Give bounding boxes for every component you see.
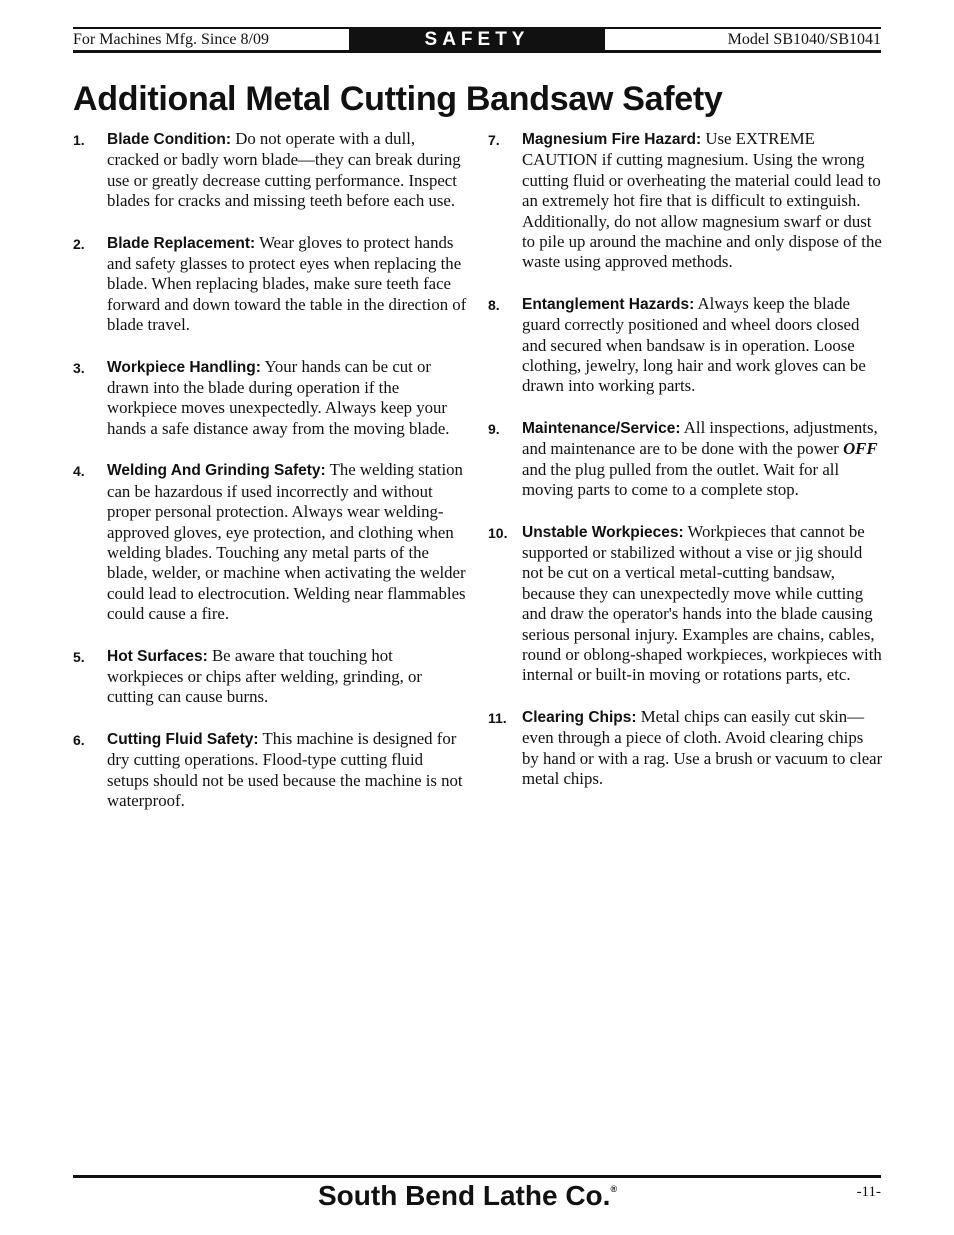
left-column bbox=[73, 129, 468, 832]
item-text: Workpieces that cannot be supported or stabilized without a vise or jig should not be cut on a vertical metal-cutting bandsaw, because they can unexpectedly move while cutting and draw the operator's hands into the blade causing serious personal injury. Examples are chains, cables, round or oblong-shaped workpieces, workpieces with internal or built-in moving or rotations parts, etc. bbox=[522, 521, 882, 685]
item-text: Be aware that touching hot workpieces or chips after welding, grinding, or cutting can cause burns. bbox=[107, 645, 423, 707]
item-text: Wear gloves to protect hands and safety glasses to protect eyes when replacing the blade. When replacing blades, make sure teeth face forward and down toward the table in the direction of blade travel. bbox=[107, 232, 467, 335]
item-heading: Blade Replacement: bbox=[107, 234, 256, 252]
item-number: 3. bbox=[73, 359, 85, 376]
item-number: 4. bbox=[73, 463, 85, 480]
item-heading: Cutting Fluid Safety: bbox=[107, 730, 259, 748]
safety-item-1 bbox=[73, 129, 468, 212]
header-section-label: SAFETY bbox=[349, 27, 605, 53]
item-heading: Clearing Chips: bbox=[522, 708, 637, 726]
item-heading: Maintenance/Service: bbox=[522, 419, 681, 437]
item-number: 5. bbox=[73, 648, 85, 665]
safety-item-3 bbox=[73, 357, 468, 440]
item-heading: Entanglement Hazards: bbox=[522, 295, 695, 313]
header-machines-note: For Machines Mfg. Since 8/09 bbox=[73, 31, 269, 48]
item-number: 2. bbox=[73, 235, 85, 252]
item-number: 7. bbox=[488, 132, 500, 148]
item-text: The welding station can be hazardous if used incorrectly and without proper personal protection. Always wear welding-approved gloves, eye protection, and clothing when welding blades. Touching any metal parts of the blade, welder, or machine when activating the welder could lead to electrocution. Welding near flammables could cause a fire. bbox=[107, 460, 466, 624]
item-number: 6. bbox=[73, 731, 85, 748]
item-heading: Unstable Workpieces: bbox=[522, 523, 684, 541]
item-heading: Welding And Grinding Safety: bbox=[107, 462, 326, 480]
brand-name: South Bend Lathe Co. bbox=[318, 1180, 611, 1211]
safety-item-4 bbox=[73, 460, 468, 624]
page-header bbox=[73, 27, 881, 53]
item-number: 11. bbox=[488, 709, 507, 726]
item-text: All inspections, adjustments, and maintenance are to be done with the power bbox=[522, 417, 878, 459]
item-text: This machine is designed for dry cutting operations. Flood-type cutting fluid setups should not be used because the machine is not waterproof. bbox=[107, 728, 463, 810]
safety-item-2 bbox=[73, 233, 468, 336]
item-text: Your hands can be cut or drawn into the blade during operation if the workpiece moves unexpectedly. Always keep your hands a safe distance away from the moving blade. bbox=[107, 356, 450, 438]
item-text-continued: and the plug pulled from the outlet. Wait for all moving parts to come to a complete stop. bbox=[522, 459, 840, 500]
footer-rule bbox=[73, 1175, 881, 1178]
item-text: Metal chips can easily cut skin—even through a piece of cloth. Avoid clearing chips by hand or with a rag. Use a brush or vacuum to clear metal chips. bbox=[522, 706, 883, 788]
safety-item-5 bbox=[73, 646, 468, 708]
safety-item-8 bbox=[488, 294, 883, 397]
item-heading: Hot Surfaces: bbox=[107, 647, 208, 665]
right-column bbox=[488, 129, 883, 810]
item-text: Do not operate with a dull, cracked or badly worn blade—they can break during use or greatly decrease cutting performance. Inspect blades for cracks and missing teeth before each use. bbox=[107, 129, 461, 211]
item-emphasis: OFF bbox=[843, 439, 878, 459]
registered-mark: ® bbox=[610, 1184, 618, 1194]
safety-item-6 bbox=[73, 729, 468, 812]
item-number: 10. bbox=[488, 524, 508, 541]
page-title: Additional Metal Cutting Bandsaw Safety bbox=[73, 80, 723, 118]
safety-item-7 bbox=[488, 129, 883, 273]
safety-item-11 bbox=[488, 707, 883, 790]
item-heading: Workpiece Handling: bbox=[107, 358, 261, 376]
page-number: -11- bbox=[856, 1184, 881, 1200]
item-heading: Blade Condition: bbox=[107, 131, 231, 148]
item-number: 8. bbox=[488, 296, 500, 313]
item-heading: Magnesium Fire Hazard: bbox=[522, 131, 702, 148]
safety-item-10 bbox=[488, 522, 883, 686]
header-model: Model SB1040/SB1041 bbox=[727, 31, 881, 48]
item-number: 1. bbox=[73, 132, 85, 148]
item-text: Always keep the blade guard correctly positioned and wheel doors closed and secured when bandsaw is in operation. Loose clothing, jewelry, long hair and work gloves can be drawn into working parts. bbox=[522, 293, 866, 396]
item-number: 9. bbox=[488, 420, 500, 437]
brand-logo bbox=[318, 1180, 617, 1212]
safety-item-9 bbox=[488, 418, 883, 501]
item-text: Use EXTREME CAUTION if cutting magnesium. Using the wrong cutting fluid or overheating the material could lead to an extremely hot fire that is difficult to extinguish. Additionally, do not allow magnesium swarf or dust to pile up around the machine and only dispose of the waste using approved methods. bbox=[522, 129, 882, 272]
